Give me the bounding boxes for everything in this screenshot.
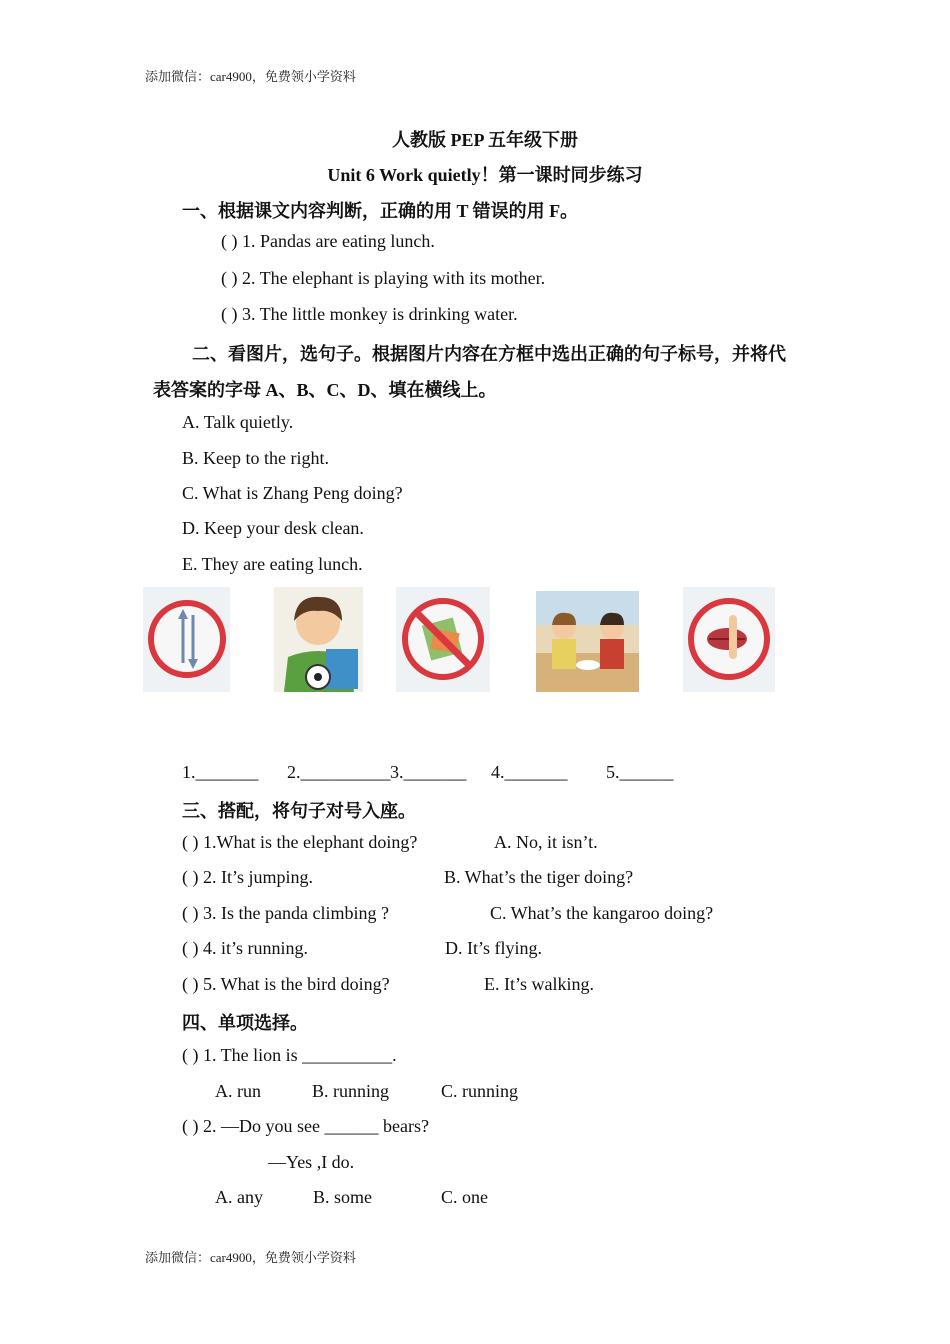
match-left-1: ( ) 1.What is the elephant doing? (182, 832, 418, 852)
quiet-sign-icon (683, 587, 775, 692)
section1-item-2: ( ) 2. The elephant is playing with its mother. (221, 268, 546, 288)
page-subtitle: Unit 6 Work quietly！第一课时同步练习 (327, 165, 643, 185)
section4-heading: 四、单项选择。 (182, 1013, 308, 1033)
section1-item-1: ( ) 1. Pandas are eating lunch. (221, 231, 435, 251)
section2-option-d: D. Keep your desk clean. (182, 518, 364, 538)
answer-blank-2[interactable]: 2.__________ (287, 762, 391, 782)
match-left-4: ( ) 4. it’s running. (182, 938, 308, 958)
match-left-3: ( ) 3. Is the panda climbing ? (182, 903, 389, 923)
answer-blank-3[interactable]: 3._______ (390, 762, 467, 782)
no-littering-sign-icon (396, 587, 490, 692)
section3-heading: 三、搭配，将句子对号入座。 (182, 801, 416, 821)
choice-q2-option-c: C. one (441, 1187, 488, 1207)
choice-q2-option-a: A. any (215, 1187, 263, 1207)
section2-option-e: E. They are eating lunch. (182, 554, 363, 574)
section2-heading-line2: 表答案的字母 A、B、C、D、填在横线上。 (153, 380, 497, 400)
match-right-e: E. It’s walking. (484, 974, 594, 994)
section1-heading: 一、根据课文内容判断，正确的用 T 错误的用 F。 (182, 201, 579, 221)
choice-q2-reply: —Yes ,I do. (268, 1152, 355, 1172)
match-left-2: ( ) 2. It’s jumping. (182, 867, 313, 887)
choice-q2: ( ) 2. —Do you see ______ bears? (182, 1116, 429, 1136)
section2-heading-line1: 二、看图片，选句子。根据图片内容在方框中选出正确的句子标号，并将代 (192, 344, 786, 364)
section2-option-c: C. What is Zhang Peng doing? (182, 483, 403, 503)
children-eating-icon (536, 591, 639, 692)
match-right-a: A. No, it isn’t. (494, 832, 598, 852)
choice-q1-option-c: C. running (441, 1081, 519, 1101)
match-right-b: B. What’s the tiger doing? (444, 867, 634, 887)
answer-blank-5[interactable]: 5.______ (606, 762, 674, 782)
section1-item-3: ( ) 3. The little monkey is drinking water. (221, 304, 518, 324)
match-right-d: D. It’s flying. (445, 938, 542, 958)
page-title: 人教版 PEP 五年级下册 (391, 130, 578, 150)
match-left-5: ( ) 5. What is the bird doing? (182, 974, 390, 994)
answer-blank-4[interactable]: 4._______ (491, 762, 568, 782)
section2-option-b: B. Keep to the right. (182, 448, 329, 468)
choice-q2-option-b: B. some (313, 1187, 373, 1207)
footer-note: 添加微信：car4900，免费领小学资料 (145, 1250, 356, 1265)
answer-blank-1[interactable]: 1._______ (182, 762, 259, 782)
match-right-c: C. What’s the kangaroo doing? (490, 903, 714, 923)
choice-q1-option-a: A. run (215, 1081, 261, 1101)
choice-q1: ( ) 1. The lion is __________. (182, 1045, 397, 1065)
section2-option-a: A. Talk quietly. (182, 412, 294, 432)
header-note: 添加微信：car4900，免费领小学资料 (145, 69, 356, 84)
boy-reading-icon (274, 587, 363, 692)
choice-q1-option-b: B. running (312, 1081, 390, 1101)
keep-right-sign-icon (143, 587, 230, 692)
